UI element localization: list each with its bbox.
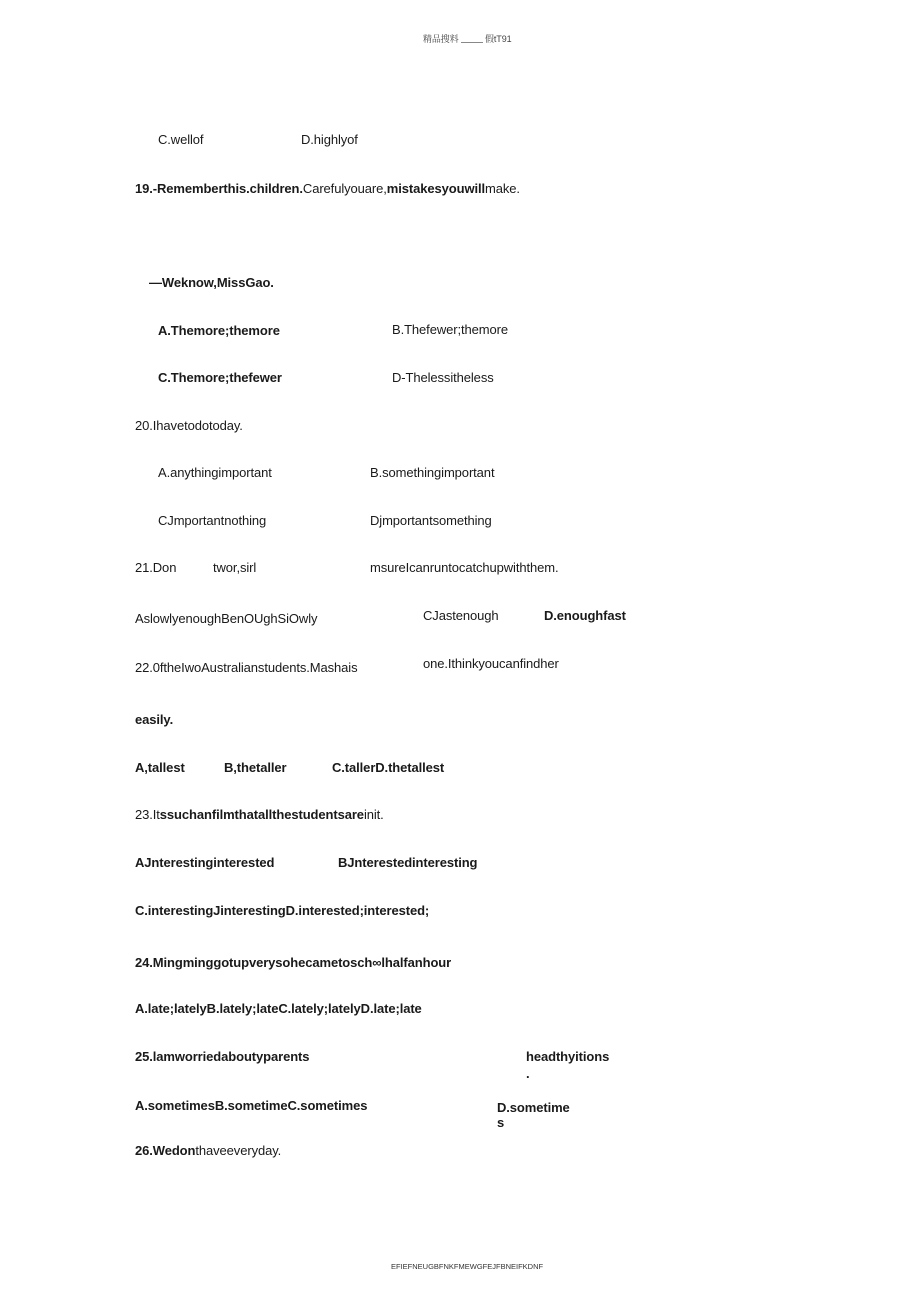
- q19-stem-part-1: 19.-Rememberthis.children.: [135, 181, 303, 196]
- q22-stem-part-3: easily.: [135, 712, 174, 727]
- q19-stem-part-4: make.: [485, 181, 520, 196]
- q23-stem: [135, 807, 384, 823]
- q21-option-c: CJastenough: [423, 608, 499, 623]
- q21-option-d: D.enoughfast: [544, 608, 626, 623]
- q26-stem-part-2: thaveeveryday.: [195, 1143, 282, 1158]
- q19-reply: —Weknow,MissGao.: [149, 275, 274, 290]
- q18-option-c: C.wellof: [158, 132, 204, 147]
- q21-stem-part-3: msureIcanruntocatchupwiththem.: [370, 560, 559, 575]
- q25-stem-part-3: .: [526, 1066, 530, 1081]
- q21-option-ab: AslowlyenoughBenOUghSiOwly: [135, 611, 318, 626]
- q25-stem-part-2: headthyitions: [526, 1049, 610, 1064]
- q21-stem-part-2: twor,sirl: [213, 560, 257, 575]
- q19-option-b: B.Thefewer;themore: [392, 322, 508, 337]
- q19-option-c: C.Themore;thefewer: [158, 370, 282, 385]
- q21-stem-part-1: 21.Don: [135, 560, 177, 575]
- footer-code: EFIEFNEUGBFNKFMEWGFEJFBNEIFKDNF: [391, 1262, 544, 1271]
- q20-option-b: B.somethingimportant: [370, 465, 495, 480]
- q26-stem-part-1: 26.Wedon: [135, 1143, 196, 1158]
- q22-option-cd: C.tallerD.thetallest: [332, 760, 445, 775]
- q22-option-b: B,thetaller: [224, 760, 287, 775]
- q18-option-d: D.highlyof: [301, 132, 358, 147]
- q23-option-b: BJnterestedinteresting: [338, 855, 478, 870]
- q26-stem: [135, 1143, 281, 1159]
- q23-stem-part-2: ssuchanfilmthatallthestudentsare: [159, 807, 364, 822]
- q23-option-cd: C.interestingJinterestingD.interested;interested;: [135, 903, 430, 918]
- q22-stem-part-2: one.Ithinkyoucanfindher: [423, 656, 559, 671]
- q19-option-d: D-Thelessitheless: [392, 370, 494, 385]
- q24-options: A.late;latelyB.lately;lateC.lately;latelyD.late;late: [135, 1001, 422, 1016]
- q25-option-d-line-2: s: [497, 1115, 505, 1130]
- q20-stem: 20.Ihavetodotoday.: [135, 418, 243, 433]
- q23-stem-part-3: init.: [363, 807, 384, 822]
- q19-stem-part-3: mistakesyouwill: [386, 181, 485, 196]
- q19-stem-part-2: Carefulyouare,: [302, 181, 387, 196]
- header-blank-line: [461, 42, 483, 43]
- q19-option-a: A.Themore;themore: [158, 323, 280, 338]
- header-right: 假tT91: [485, 34, 512, 44]
- q25-option-abc: A.sometimesB.sometimeC.sometimes: [135, 1098, 368, 1113]
- q22-stem-part-1: 22.0ftheIwoAustralianstudents.Mashais: [135, 660, 358, 675]
- q22-option-a: A,tallest: [135, 760, 185, 775]
- q23-option-a: AJnterestinginterested: [135, 855, 275, 870]
- q20-option-a: A.anythingimportant: [158, 465, 272, 480]
- q19-stem: [135, 181, 520, 197]
- header-left: 精品搜料: [423, 34, 459, 44]
- q20-option-c: CJmportantnothing: [158, 513, 267, 528]
- q24-stem: 24.Mingminggotupverysohecametosch∞lhalfanhour: [135, 955, 452, 970]
- q23-stem-part-1: 23.It: [135, 807, 160, 822]
- q20-option-d: Djmportantsomething: [370, 513, 492, 528]
- q25-option-d-line-1: D.sometime: [497, 1100, 570, 1115]
- q25-stem-part-1: 25.lamworriedaboutyparents: [135, 1049, 310, 1064]
